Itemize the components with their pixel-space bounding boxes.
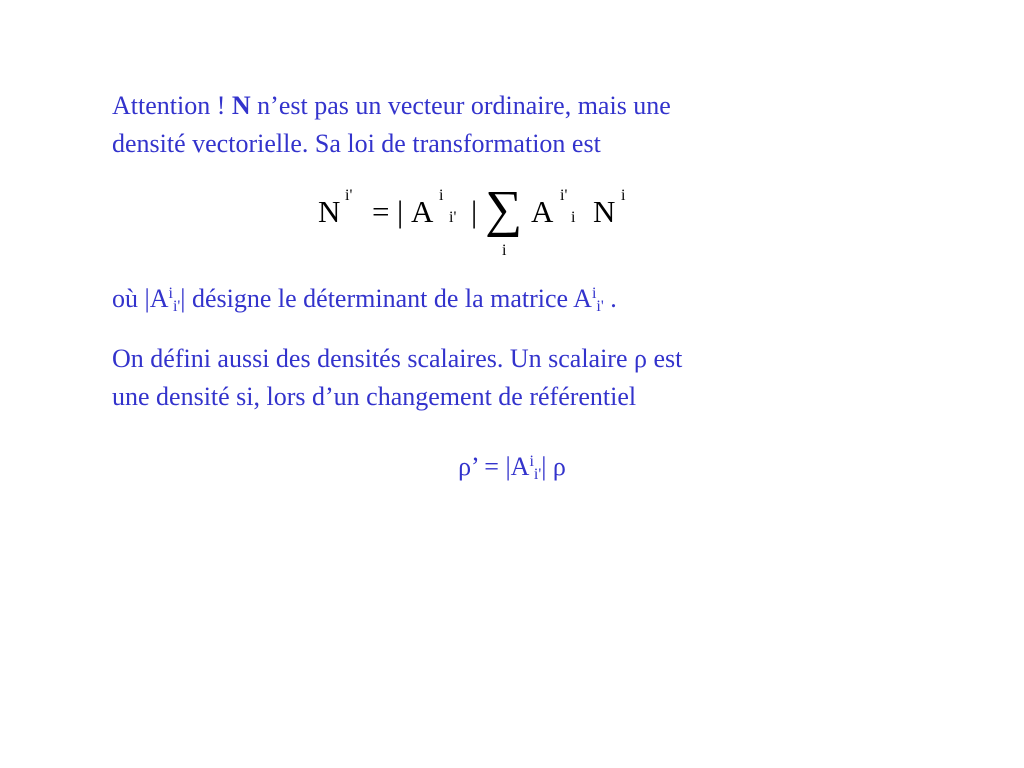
det-text1: où |A bbox=[112, 284, 169, 313]
formula-a2-sup: i' bbox=[560, 187, 568, 204]
intro-line2: densité vectorielle. Sa loi de transformation est bbox=[112, 129, 601, 158]
intro-paragraph bbox=[112, 87, 912, 163]
formula-bar-right: | bbox=[471, 194, 478, 229]
formula-a1-sup: i bbox=[439, 187, 444, 204]
transformation-formula bbox=[318, 180, 658, 270]
rho-text1: ρ’ = |A bbox=[458, 452, 530, 481]
formula-sigma-sub: i bbox=[502, 242, 507, 259]
formula-n2: N bbox=[593, 194, 616, 229]
formula-a1: A bbox=[411, 194, 434, 229]
rho-sup: i bbox=[529, 453, 534, 470]
intro-prefix: Attention ! bbox=[112, 91, 232, 120]
formula-lhs: N bbox=[318, 194, 341, 229]
formula-sigma: ∑ bbox=[485, 181, 523, 238]
bold-N: N bbox=[231, 91, 251, 120]
formula-lhs-sup: i' bbox=[345, 187, 353, 204]
formula-equals: = bbox=[372, 194, 390, 229]
formula-a1-sub: i' bbox=[449, 209, 457, 226]
rho-sub: i' bbox=[533, 466, 542, 483]
rho-formula bbox=[0, 448, 1024, 486]
determinant-paragraph bbox=[112, 280, 912, 318]
formula-bar-left: | bbox=[397, 194, 404, 229]
rho-text2: | ρ bbox=[541, 452, 566, 481]
formula-a2-sub: i bbox=[571, 209, 576, 226]
det-sup1: i bbox=[168, 285, 173, 302]
det-sub1: i' bbox=[172, 298, 181, 315]
formula-a2: A bbox=[531, 194, 554, 229]
det-text3: . bbox=[603, 284, 617, 313]
scalar-line1: On défini aussi des densités scalaires. Un scalaire ρ est bbox=[112, 344, 683, 373]
det-sup2: i bbox=[591, 285, 597, 302]
scalar-density-paragraph bbox=[112, 340, 912, 416]
det-sub2: i' bbox=[596, 298, 604, 315]
scalar-line2: une densité si, lors d’un changement de référentiel bbox=[112, 382, 637, 411]
det-text2: | désigne le déterminant de la matrice A bbox=[180, 284, 592, 313]
formula-n2-sup: i bbox=[621, 187, 626, 204]
intro-line1-rest: n’est pas un vecteur ordinaire, mais une bbox=[250, 91, 671, 120]
